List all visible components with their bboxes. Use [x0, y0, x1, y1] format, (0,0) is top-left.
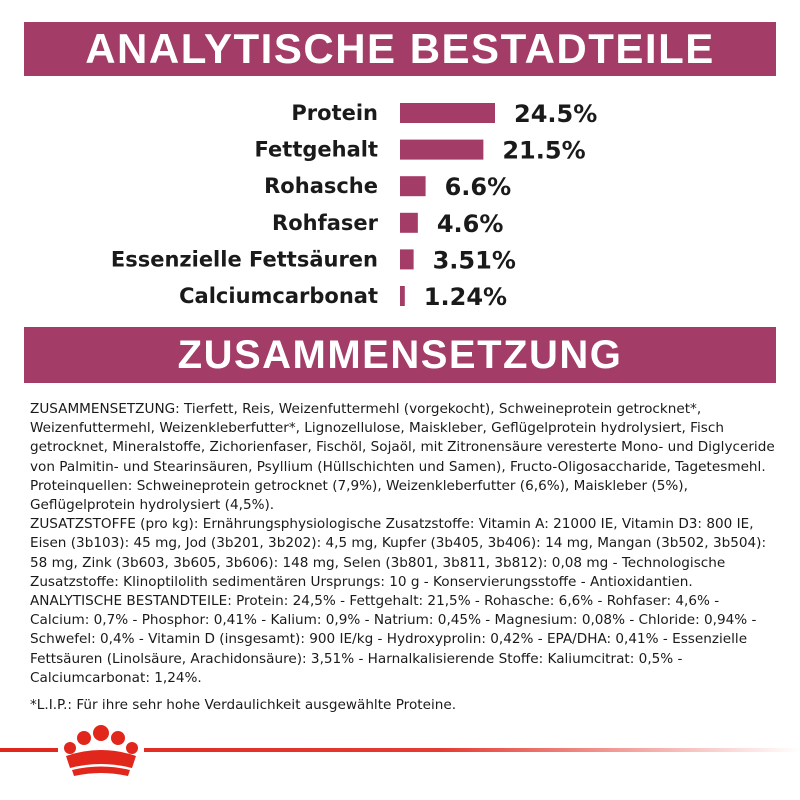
ingredients-paragraph: ZUSAMMENSETZUNG: Tierfett, Reis, Weizenfuttermehl (vorgekocht), Schweineprotein getrocknet*, Weizenfuttermehl, Weizenkleberfutter*, Lignozellulose, Maiskleber, Geflügelprotein hydrolysiert, Fisch getrocknet, Mineralstoffe, Zichorienfaser, Fischöl, Sojaöl, mit Zitronensäure veresterte Mono- und Diglyceride von Palmitin- und Stearinsäuren, Psyllium (Hüllschichten und Samen), Fructo-Oligosaccharide, Tagetesmehl. Proteinquellen: Schweineprotein getrocknet (7,9%), Weizenkleberfutter (6,6%), Maiskleber (5%), Geflügelprotein hydrolysiert (4,5%). [30, 401, 775, 514]
value-label: 21.5% [502, 136, 586, 165]
value-bar [400, 286, 405, 306]
composition-text [30, 400, 775, 715]
royal-canin-crown-icon [58, 718, 144, 780]
lip-footnote: *L.I.P.: Für ihre sehr hohe Verdaulichkeit ausgewählte Proteine. [30, 697, 457, 714]
category-label: Fettgehalt [254, 137, 378, 162]
value-bar [400, 249, 414, 269]
category-label: Essenzielle Fettsäuren [110, 247, 378, 272]
value-bar [400, 103, 495, 123]
value-bar [400, 213, 418, 233]
category-label: Protein [291, 101, 378, 125]
category-label: Rohasche [264, 174, 378, 199]
value-label: 6.6% [444, 173, 512, 202]
category-label: Calciumcarbonat [179, 284, 378, 308]
value-bar [400, 140, 483, 160]
value-bar [400, 176, 426, 196]
nutrient-bar-chart [0, 90, 800, 320]
category-label: Rohfaser [272, 210, 378, 235]
additives-paragraph: ZUSATZSTOFFE (pro kg): Ernährungsphysiologische Zusatzstoffe: Vitamin A: 21000 IE, Vitamin D3: 800 IE, Eisen (3b103): 45 mg, Jod (3b201, 3b202): 4,5 mg, Kupfer (3b405, 3b406): 14 mg, Mangan (3b502, 3b504): 58 mg, Zink (3b603, 3b605, 3b606): 148 mg, Selen (3b801, 3b811, 3b812): 0,08 mg - Technologische Zusatzstoffe: Klinoptilolith sedimentären Ursprungs: 10 g - Konservierungsstoffe - Antioxidantien. [30, 516, 767, 590]
analytics-paragraph: ANALYTISCHE BESTANDTEILE: Protein: 24,5% - Fettgehalt: 21,5% - Rohasche: 6,6% - Rohfaser: 4,6% - Calcium: 0,7% - Phosphor: 0,41% - Kalium: 0,9% - Natrium: 0,45% - Magnesium: 0,08% - Chloride: 0,94% - Schwefel: 0,4% - Vitamin D (insgesamt): 900 IE/kg - Hydroxyprolin: 0,42% - EPA/DHA: 0,41% - Essenzielle Fettsäuren (Linolsäure, Arachidonsäure): 3,51% - Harnalkalisierende Stoffe: Kaliumcitrat: 0,5% - Calciumcarbonat: 1,24%. [30, 593, 757, 686]
value-label: 3.51% [432, 246, 516, 275]
value-label: 4.6% [436, 209, 504, 238]
composition-banner: ZUSAMMENSETZUNG [24, 327, 776, 383]
value-label: 1.24% [423, 283, 508, 311]
analytics-banner: ANALYTISCHE BESTADTEILE [24, 22, 776, 76]
value-label: 24.5% [514, 100, 598, 128]
